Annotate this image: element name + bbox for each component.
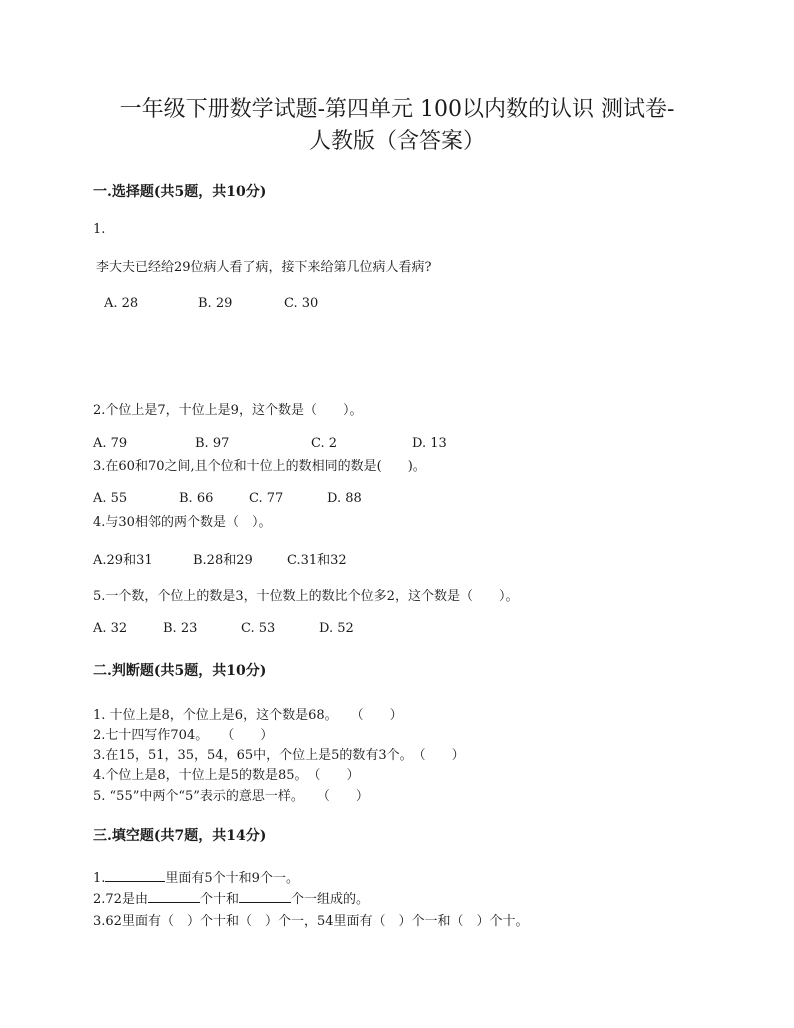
section-heading-judgment: 二.判断题(共5题，共10分)	[93, 663, 267, 679]
option-b: B. 66	[179, 491, 214, 506]
option-c: C. 77	[249, 491, 284, 506]
option-c: C. 53	[241, 621, 276, 636]
answer-blank[interactable]	[148, 890, 200, 903]
option-a: A. 32	[93, 621, 128, 636]
fill-suffix: 里面有5个十和9个一。	[165, 871, 299, 886]
question-text: 4.与30相邻的两个数是（ ）。	[93, 515, 272, 530]
fill-question	[93, 888, 369, 907]
judgment-item: 5. “55”中两个“5”表示的意思一样。 （ ）	[93, 789, 369, 804]
fill-question: 3.62里面有（ ）个十和（ ）个一，54里面有（ ）个一和（ ）个十。	[93, 914, 529, 929]
question-number: 1.	[93, 222, 106, 237]
option-c: C.31和32	[287, 553, 347, 568]
section-heading-fill: 三.填空题(共7题，共14分)	[93, 828, 267, 844]
option-b: B. 23	[163, 621, 198, 636]
judgment-item: 4.个位上是8，十位上是5的数是85。 （ ）	[93, 768, 360, 783]
page-title-line2: 人教版（含答案）	[308, 129, 485, 154]
answer-blank[interactable]	[239, 890, 291, 903]
option-c: C. 2	[311, 436, 338, 451]
question-text: 李大夫已经给29位病人看了病，接下来给第几位病人看病?	[96, 260, 432, 275]
option-a: A.29和31	[93, 553, 153, 568]
question-text: 2.个位上是7，十位上是9，这个数是（ ）。	[93, 403, 363, 418]
judgment-item: 2.七十四写作704。 （ ）	[93, 728, 274, 743]
section-heading-choice: 一.选择题(共5题，共10分)	[93, 184, 267, 200]
fill-suffix: 个一组成的。	[290, 892, 369, 907]
option-b: B.28和29	[193, 553, 253, 568]
option-b: B. 97	[195, 436, 230, 451]
question-text: 5.一个数，个位上的数是3，十位数上的数比个位多2，这个数是（ ）。	[93, 589, 519, 604]
fill-prefix: 2.72是由	[93, 892, 148, 907]
option-a: A. 28	[104, 296, 139, 311]
fill-mid: 个十和	[199, 892, 239, 907]
answer-blank[interactable]	[105, 869, 165, 882]
fill-prefix: 1.	[93, 871, 106, 886]
option-a: A. 79	[93, 436, 128, 451]
judgment-item: 3.在15，51，35，54，65中，个位上是5的数有3个。 （ ）	[93, 748, 465, 763]
judgment-item: 1. 十位上是8，个位上是6，这个数是68。 （ ）	[93, 708, 403, 723]
question-text: 3.在60和70之间,且个位和十位上的数相同的数是( )。	[93, 459, 426, 474]
option-c: C. 30	[284, 296, 319, 311]
option-d: D. 88	[327, 491, 362, 506]
option-a: A. 55	[93, 491, 128, 506]
option-d: D. 52	[319, 621, 354, 636]
fill-question	[93, 867, 299, 886]
option-d: D. 13	[412, 436, 447, 451]
option-b: B. 29	[198, 296, 233, 311]
page-title-line1: 一年级下册数学试题-第四单元 100以内数的认识 测试卷-	[119, 97, 675, 122]
